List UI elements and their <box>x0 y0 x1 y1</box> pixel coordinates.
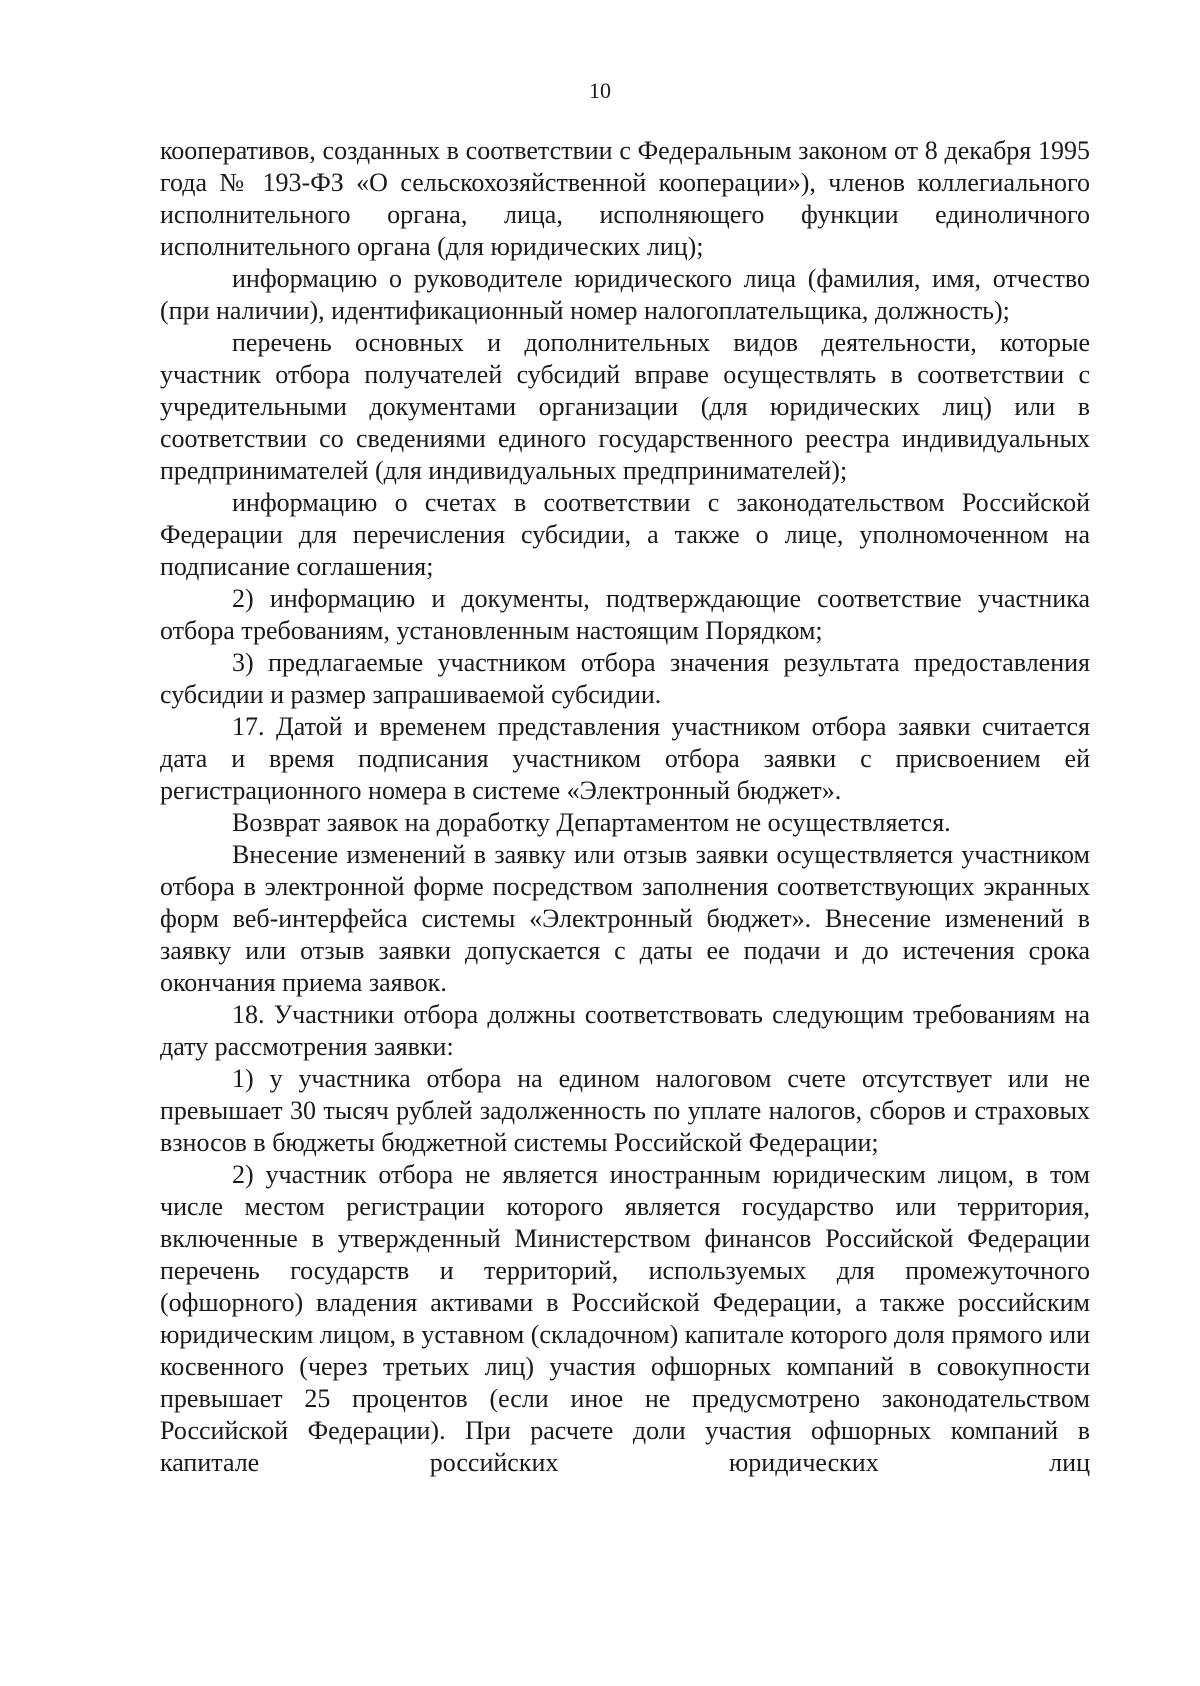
paragraph-18-requirements: 18. Участники отбора должны соответствовать следующим требованиям на дату рассмотрения заявки: <box>160 1000 1090 1061</box>
paragraph-req-1-tax-debt: 1) у участника отбора на едином налоговом счете отсутствует или не превышает 30 тысяч рублей задолженность по уплате налогов, сборов и страховых взносов в бюджеты бюджетной системы Российской Федерации; <box>160 1064 1090 1157</box>
page-number: 10 <box>589 78 611 103</box>
paragraph-item-3-results: 3) предлагаемые участником отбора значения результата предоставления субсидии и размер запрашиваемой субсидии. <box>160 648 1090 709</box>
paragraph-no-return: Возврат заявок на доработку Департаментом не осуществляется. <box>232 808 951 837</box>
paragraph-activities-list: перечень основных и дополнительных видов деятельности, которые участник отбора получателей субсидий вправе осуществлять в соответствии с учредительными документами организации (для юридических лиц) или в соответствии со сведениями единого государственного реестра индивидуальных предпринимателей (для индивидуальных предпринимателей); <box>160 328 1090 485</box>
paragraph-cooperatives-continuation: кооперативов, созданных в соответствии с Федеральным законом от 8 декабря 1995 года № 193-ФЗ «О сельскохозяйственной кооперации»), членов коллегиального исполнительного органа, лица, исполняющего функции единоличного исполнительного органа (для юридических лиц); <box>160 136 1090 261</box>
paragraph-req-2-offshore: 2) участник отбора не является иностранным юридическим лицом, в том числе местом регистрации которого является государство или территория, включенные в утвержденный Министерством финансов Российской Федерации перечень государств и территорий, используемых для промежуточного (офшорного) владения активами в Российской Федерации, а также российским юридическим лицом, в уставном (складочном) капитале которого доля прямого или косвенного (через третьих лиц) участия офшорных компаний в совокупности превышает 25 процентов (если иное не предусмотрено законодательством Российской Федерации). При расчете доли участия офшорных компаний в капитале российских юридических лиц <box>160 1160 1090 1477</box>
paragraph-17-submission-date: 17. Датой и временем представления участником отбора заявки считается дата и время подписания участником отбора заявки с присвоением ей регистрационного номера в системе «Электронный бюджет». <box>160 712 1090 805</box>
document-body <box>160 135 1090 1479</box>
paragraph-accounts-info: информацию о счетах в соответствии с законодательством Российской Федерации для перечисления субсидии, а также о лице, уполномоченном на подписание соглашения; <box>160 488 1090 581</box>
paragraph-head-info: информацию о руководителе юридического лица (фамилия, имя, отчество (при наличии), идентификационный номер налогоплательщика, должность); <box>160 264 1090 325</box>
paragraph-item-2-documents: 2) информацию и документы, подтверждающие соответствие участника отбора требованиям, установленным настоящим Порядком; <box>160 584 1090 645</box>
paragraph-changes-withdrawal: Внесение изменений в заявку или отзыв заявки осуществляется участником отбора в электронной форме посредством заполнения соответствующих экранных форм веб-интерфейса системы «Электронный бюджет». Внесение изменений в заявку или отзыв заявки допускается с даты ее подачи и до истечения срока окончания приема заявок. <box>160 840 1090 997</box>
